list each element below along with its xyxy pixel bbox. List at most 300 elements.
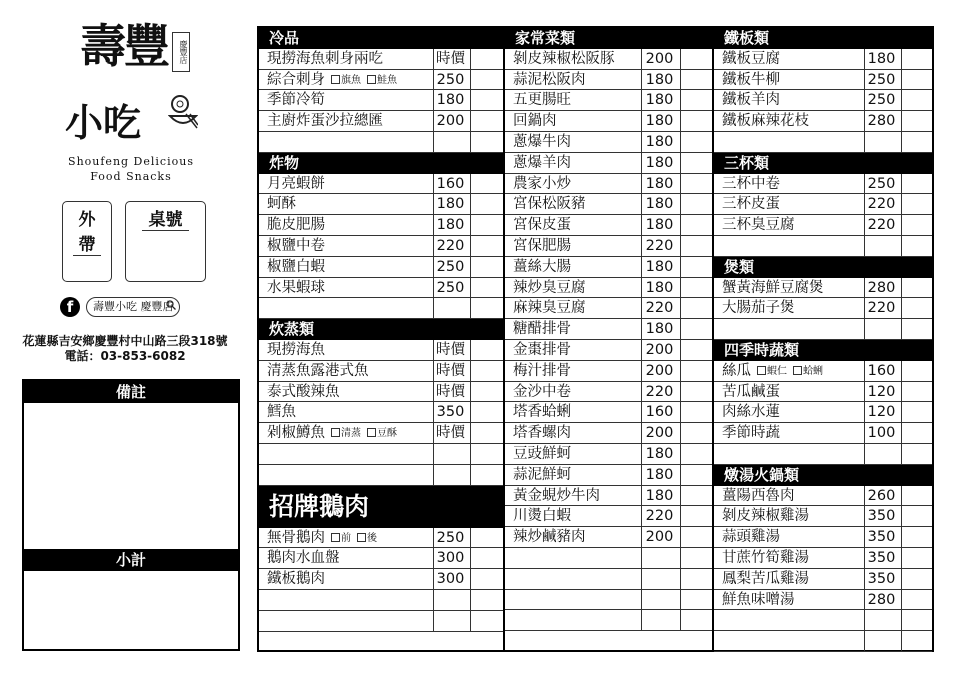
menu-item-name: 三杯中卷 — [722, 175, 780, 192]
option-checkbox[interactable] — [757, 362, 787, 382]
quantity-cell[interactable] — [470, 423, 503, 443]
option-checkbox[interactable] — [367, 71, 397, 91]
quantity-cell[interactable] — [470, 278, 503, 298]
search-icon — [166, 300, 176, 310]
menu-item-name: 蚵酥 — [267, 196, 296, 213]
menu-item-price: 200 — [641, 340, 677, 360]
menu-item-row[interactable] — [714, 298, 932, 319]
menu-item-name: 剝皮辣椒雞湯 — [722, 508, 809, 525]
checkbox-icon[interactable] — [331, 428, 340, 437]
quantity-cell[interactable] — [680, 361, 712, 381]
quantity-cell[interactable] — [470, 174, 503, 194]
quantity-cell[interactable] — [470, 611, 503, 631]
quantity-cell[interactable] — [901, 423, 932, 443]
menu-item-price: 180 — [433, 194, 467, 214]
menu-item-row[interactable] — [714, 444, 932, 465]
quantity-cell[interactable] — [680, 423, 712, 443]
quantity-cell[interactable] — [901, 444, 932, 464]
quantity-cell[interactable] — [901, 402, 932, 422]
checkbox-icon[interactable] — [331, 75, 340, 84]
menu-item-row[interactable] — [505, 319, 712, 340]
menu-item-row[interactable] — [505, 382, 712, 403]
option-checkbox[interactable] — [793, 362, 823, 382]
menu-item-row[interactable] — [259, 402, 503, 423]
quantity-cell[interactable] — [470, 361, 503, 381]
checkbox-icon[interactable] — [757, 366, 766, 375]
menu-item-row[interactable] — [505, 257, 712, 278]
quantity-cell[interactable] — [470, 236, 503, 256]
section-header: 三杯類 — [714, 153, 932, 174]
menu-item-name: 黃金蜆炒牛肉 — [513, 487, 600, 504]
menu-item-row[interactable] — [714, 423, 932, 444]
facebook-page-name: 壽豐小吃 慶豐店 — [93, 300, 174, 313]
option-checkbox[interactable] — [331, 71, 361, 91]
menu-item-row[interactable] — [259, 361, 503, 382]
menu-item-name: 鮮魚味噌湯 — [722, 591, 795, 608]
quantity-cell[interactable] — [680, 340, 712, 360]
quantity-cell[interactable] — [680, 319, 712, 339]
menu-item-row[interactable] — [714, 319, 932, 340]
quantity-cell[interactable] — [901, 319, 932, 339]
menu-item-row[interactable] — [714, 610, 932, 631]
menu-item-price: 220 — [864, 194, 898, 214]
menu-item-price: 100 — [864, 423, 898, 443]
menu-item-row[interactable] — [259, 611, 503, 632]
menu-item-name: 三杯皮蛋 — [722, 196, 780, 213]
menu-item-price — [433, 590, 467, 610]
takeout-label: 外帶 — [73, 205, 102, 256]
quantity-cell[interactable] — [901, 215, 932, 235]
column-divider — [712, 28, 714, 650]
menu-item-name: 大腸茄子煲 — [722, 300, 795, 317]
menu-item-row[interactable] — [505, 486, 712, 507]
brand-english-line1: Shoufeng Delicious — [68, 155, 194, 168]
menu-item-name: 回鍋肉 — [513, 113, 557, 130]
quantity-cell[interactable] — [470, 215, 503, 235]
quantity-cell[interactable] — [470, 465, 503, 485]
menu-item-name: 季節冷筍 — [267, 92, 325, 109]
menu-item-price: 250 — [433, 528, 467, 548]
menu-item-row[interactable] — [505, 111, 712, 132]
menu-item-name: 甘蔗竹筍雞湯 — [722, 550, 809, 566]
brand-english — [66, 154, 196, 184]
quantity-cell[interactable] — [901, 132, 932, 152]
menu-item-row[interactable] — [505, 298, 712, 319]
left-panel — [0, 0, 250, 679]
menu-item-price: 220 — [641, 236, 677, 256]
quantity-cell[interactable] — [470, 111, 503, 131]
menu-item-row[interactable] — [259, 132, 503, 153]
menu-item-price: 180 — [864, 49, 898, 69]
menu-item-price: 200 — [641, 361, 677, 381]
menu-item-price: 280 — [864, 111, 898, 131]
quantity-cell[interactable] — [470, 548, 503, 568]
menu-item-row[interactable] — [505, 548, 712, 569]
menu-item-name: 川燙白蝦 — [513, 508, 571, 525]
menu-item-price: 時價 — [433, 340, 467, 360]
menu-item-price — [433, 298, 467, 318]
quantity-cell[interactable] — [680, 382, 712, 402]
menu-item-name: 薑絲大腸 — [513, 258, 571, 275]
quantity-cell[interactable] — [680, 153, 712, 173]
quantity-cell[interactable] — [901, 610, 932, 630]
section-header: 招牌鵝肉 — [259, 486, 503, 528]
option-label: 蝦仁 — [767, 365, 787, 377]
quantity-cell[interactable] — [680, 194, 712, 214]
menu-item-row[interactable] — [259, 590, 503, 611]
menu-item-row[interactable] — [505, 49, 712, 70]
quantity-cell[interactable] — [901, 90, 932, 110]
quantity-cell[interactable] — [470, 70, 503, 90]
menu-item-row[interactable] — [505, 194, 712, 215]
menu-item-row[interactable] — [259, 111, 503, 132]
menu-item-price: 300 — [433, 569, 467, 589]
quantity-cell[interactable] — [680, 444, 712, 464]
menu-item-row[interactable] — [714, 215, 932, 236]
menu-item-price: 250 — [433, 257, 467, 277]
menu-item-row[interactable] — [259, 236, 503, 257]
menu-item-row[interactable] — [259, 465, 503, 486]
quantity-cell[interactable] — [680, 215, 712, 235]
quantity-cell[interactable] — [901, 382, 932, 402]
menu-item-price: 180 — [641, 319, 677, 339]
quantity-cell[interactable] — [680, 70, 712, 90]
quantity-cell[interactable] — [470, 132, 503, 152]
menu-item-row[interactable] — [505, 278, 712, 299]
menu-item-row[interactable] — [714, 486, 932, 507]
menu-item-row[interactable] — [505, 569, 712, 590]
menu-item-price: 280 — [864, 278, 898, 298]
quantity-cell[interactable] — [680, 298, 712, 318]
menu-item-price — [864, 444, 898, 464]
notes-box[interactable] — [22, 379, 240, 651]
menu-item-price: 180 — [641, 111, 677, 131]
quantity-cell[interactable] — [901, 590, 932, 610]
menu-item-row[interactable] — [505, 361, 712, 382]
quantity-cell[interactable] — [901, 298, 932, 318]
menu-item-name: 鐵板鵝肉 — [267, 571, 325, 588]
quantity-cell[interactable] — [680, 111, 712, 131]
menu-item-name: 綜合刺身 旗魚 鮭魚 — [267, 70, 397, 91]
option-label: 豆酥 — [377, 428, 397, 440]
column-divider — [503, 28, 505, 650]
menu-item-row[interactable] — [505, 423, 712, 444]
menu-item-name: 泰式酸辣魚 — [267, 383, 340, 400]
menu-item-row[interactable] — [259, 257, 503, 278]
menu-item-price — [641, 590, 677, 610]
menu-item-row[interactable] — [714, 111, 932, 132]
option-label: 旗魚 — [341, 74, 361, 86]
menu-item-row[interactable] — [505, 215, 712, 236]
menu-item-name: 蔥爆羊肉 — [513, 154, 571, 171]
menu-item-name: 月亮蝦餅 — [267, 175, 325, 192]
quantity-cell[interactable] — [680, 49, 712, 69]
quantity-cell[interactable] — [680, 174, 712, 194]
option-checkbox[interactable] — [367, 424, 397, 444]
menu-item-row[interactable] — [714, 402, 932, 423]
quantity-cell[interactable] — [680, 402, 712, 422]
quantity-cell[interactable] — [680, 527, 712, 547]
menu-item-name: 清蒸魚露港式魚 — [267, 362, 369, 379]
quantity-cell[interactable] — [680, 486, 712, 506]
menu-item-price — [641, 610, 677, 630]
menu-item-price: 220 — [641, 506, 677, 526]
quantity-cell[interactable] — [470, 569, 503, 589]
menu-item-price — [864, 132, 898, 152]
section-header: 炸物 — [259, 153, 503, 174]
menu-item-price: 300 — [433, 548, 467, 568]
menu-item-row[interactable] — [714, 382, 932, 403]
menu-item-price — [433, 465, 467, 485]
option-checkbox[interactable] — [331, 529, 351, 549]
menu-item-price: 250 — [864, 90, 898, 110]
menu-item-price: 180 — [433, 215, 467, 235]
quantity-cell[interactable] — [470, 340, 503, 360]
menu-item-row[interactable] — [259, 298, 503, 319]
menu-item-row[interactable] — [505, 90, 712, 111]
menu-item-price: 180 — [641, 215, 677, 235]
menu-item-row[interactable] — [505, 153, 712, 174]
checkbox-icon[interactable] — [367, 75, 376, 84]
quantity-cell[interactable] — [901, 70, 932, 90]
quantity-cell[interactable] — [901, 49, 932, 69]
menu-item-name: 辣炒鹹豬肉 — [513, 529, 586, 546]
menu-item-name: 蟹黃海鮮豆腐煲 — [722, 279, 824, 296]
menu-item-price: 350 — [864, 548, 898, 568]
menu-item-row[interactable] — [259, 340, 503, 361]
quantity-cell[interactable] — [680, 610, 712, 630]
menu-item-name: 農家小炒 — [513, 175, 571, 192]
menu-item-price: 260 — [864, 486, 898, 506]
quantity-cell[interactable] — [901, 194, 932, 214]
menu-item-row[interactable] — [714, 506, 932, 527]
option-label: 清蒸 — [341, 428, 361, 440]
quantity-cell[interactable] — [470, 590, 503, 610]
menu-item-price: 200 — [641, 527, 677, 547]
quantity-cell[interactable] — [901, 506, 932, 526]
menu-item-row[interactable] — [714, 174, 932, 195]
quantity-cell[interactable] — [470, 90, 503, 110]
menu-item-row[interactable] — [259, 278, 503, 299]
menu-item-row[interactable] — [714, 132, 932, 153]
quantity-cell[interactable] — [901, 527, 932, 547]
menu-item-row[interactable] — [259, 194, 503, 215]
menu-column — [259, 28, 503, 650]
menu-item-name: 水果蝦球 — [267, 279, 325, 296]
quantity-cell[interactable] — [470, 49, 503, 69]
quantity-cell[interactable] — [901, 361, 932, 381]
menu-item-price: 160 — [433, 174, 467, 194]
menu-item-price: 250 — [433, 278, 467, 298]
quantity-cell[interactable] — [901, 631, 932, 651]
menu-item-row[interactable] — [505, 236, 712, 257]
menu-item-price: 200 — [641, 423, 677, 443]
checkbox-icon[interactable] — [331, 533, 340, 542]
menu-item-price: 280 — [864, 590, 898, 610]
menu-item-name: 主廚炸蛋沙拉總匯 — [267, 113, 383, 130]
menu-item-row[interactable] — [505, 340, 712, 361]
menu-item-price: 250 — [864, 174, 898, 194]
menu-item-name: 肉絲水蓮 — [722, 404, 780, 421]
menu-item-name: 宮保松阪豬 — [513, 196, 586, 213]
menu-item-price: 250 — [864, 70, 898, 90]
menu-item-row[interactable] — [714, 569, 932, 590]
menu-item-row[interactable] — [714, 70, 932, 91]
checkbox-icon[interactable] — [793, 366, 802, 375]
menu-item-price: 180 — [641, 70, 677, 90]
menu-item-row[interactable] — [505, 70, 712, 91]
menu-item-price: 160 — [641, 402, 677, 422]
quantity-cell[interactable] — [470, 298, 503, 318]
menu-item-name: 塔香螺肉 — [513, 425, 571, 442]
menu-item-price: 200 — [433, 111, 467, 131]
quantity-cell[interactable] — [901, 236, 932, 256]
menu-item-name: 宮保皮蛋 — [513, 217, 571, 234]
quantity-cell[interactable] — [680, 132, 712, 152]
menu-item-name: 五更腸旺 — [513, 92, 571, 109]
menu-item-name: 三杯臭豆腐 — [722, 217, 795, 234]
menu-item-name: 鐵板牛柳 — [722, 71, 780, 88]
menu-item-row[interactable] — [505, 590, 712, 611]
menu-item-price: 220 — [864, 298, 898, 318]
menu-item-row[interactable] — [259, 215, 503, 236]
quantity-cell[interactable] — [680, 257, 712, 277]
quantity-cell[interactable] — [470, 402, 503, 422]
menu-item-row[interactable] — [505, 402, 712, 423]
menu-item-price: 120 — [864, 382, 898, 402]
table-number-box[interactable] — [125, 201, 206, 282]
menu-item-row[interactable] — [714, 236, 932, 257]
menu-item-row[interactable] — [714, 631, 932, 652]
menu-item-price — [641, 548, 677, 568]
menu-item-price: 220 — [864, 215, 898, 235]
quantity-cell[interactable] — [680, 569, 712, 589]
menu-item-row[interactable] — [259, 174, 503, 195]
menu-item-name: 塔香蛤蜊 — [513, 404, 571, 421]
facebook-icon: f — [60, 297, 80, 317]
quantity-cell[interactable] — [901, 548, 932, 568]
menu-item-row[interactable] — [259, 90, 503, 111]
menu-item-row[interactable] — [259, 548, 503, 569]
brand-name-line2: 小吃 — [65, 100, 142, 145]
quantity-cell[interactable] — [901, 174, 932, 194]
menu-item-price: 180 — [641, 90, 677, 110]
menu-item-name: 辣炒臭豆腐 — [513, 279, 586, 296]
menu-item-row[interactable] — [714, 590, 932, 611]
checkbox-icon[interactable] — [367, 428, 376, 437]
menu-item-price: 200 — [641, 49, 677, 69]
quantity-cell[interactable] — [470, 194, 503, 214]
menu-item-row[interactable] — [259, 444, 503, 465]
menu-item-name: 鵝肉水血盤 — [267, 550, 340, 567]
facebook-search — [60, 296, 180, 318]
menu-item-name: 蒜泥鮮蚵 — [513, 466, 571, 483]
menu-item-name: 糖醋排骨 — [513, 321, 571, 338]
menu-item-row[interactable] — [505, 527, 712, 548]
menu-item-price: 180 — [641, 444, 677, 464]
menu-item-row[interactable] — [714, 361, 932, 382]
menu-item-row[interactable] — [505, 506, 712, 527]
menu-item-row[interactable] — [505, 444, 712, 465]
menu-item-price: 時價 — [433, 423, 467, 443]
menu-item-row[interactable] — [714, 194, 932, 215]
menu-item-price: 180 — [641, 465, 677, 485]
menu-item-row[interactable] — [259, 569, 503, 590]
menu-item-row[interactable] — [505, 174, 712, 195]
quantity-cell[interactable] — [901, 111, 932, 131]
quantity-cell[interactable] — [470, 257, 503, 277]
menu-item-row[interactable] — [714, 90, 932, 111]
notes-label: 備註 — [24, 381, 238, 403]
quantity-cell[interactable] — [680, 590, 712, 610]
quantity-cell[interactable] — [680, 278, 712, 298]
menu-item-price — [641, 569, 677, 589]
menu-item-price: 180 — [641, 132, 677, 152]
option-checkbox[interactable] — [331, 424, 361, 444]
option-label: 後 — [367, 532, 377, 544]
menu-item-price: 350 — [864, 569, 898, 589]
phone: 電話：03-853-6082 — [64, 349, 186, 363]
option-checkbox[interactable] — [357, 529, 377, 549]
menu-item-row[interactable] — [259, 70, 503, 91]
menu-item-price: 220 — [641, 298, 677, 318]
menu-item-row[interactable] — [714, 548, 932, 569]
menu-item-row[interactable] — [259, 423, 503, 444]
brand-logo — [60, 12, 210, 187]
brand-stamp: 慶豐店 — [172, 32, 190, 72]
menu-item-name: 蒜頭雞湯 — [722, 529, 780, 546]
menu-item-row[interactable] — [259, 49, 503, 70]
menu-item-name: 鱈魚 — [267, 404, 296, 421]
menu-item-row[interactable] — [505, 610, 712, 631]
quantity-cell[interactable] — [901, 278, 932, 298]
takeout-box[interactable] — [62, 201, 112, 282]
facebook-search-field — [86, 297, 180, 317]
menu-item-row[interactable] — [714, 527, 932, 548]
menu-item-row[interactable] — [714, 278, 932, 299]
quantity-cell[interactable] — [901, 569, 932, 589]
quantity-cell[interactable] — [901, 486, 932, 506]
menu-item-row[interactable] — [505, 132, 712, 153]
menu-item-name: 金棗排骨 — [513, 342, 571, 358]
quantity-cell[interactable] — [470, 444, 503, 464]
menu-item-price: 180 — [433, 90, 467, 110]
menu-item-row[interactable] — [259, 382, 503, 403]
quantity-cell[interactable] — [680, 236, 712, 256]
menu-item-price: 時價 — [433, 49, 467, 69]
quantity-cell[interactable] — [680, 548, 712, 568]
menu-item-price: 350 — [864, 527, 898, 547]
menu-item-name: 椒鹽白蝦 — [267, 258, 325, 275]
quantity-cell[interactable] — [680, 465, 712, 485]
bowl-icon — [168, 94, 198, 132]
checkbox-icon[interactable] — [357, 533, 366, 542]
option-label: 蛤蜊 — [803, 365, 823, 377]
menu-item-name: 麻辣臭豆腐 — [513, 300, 586, 317]
menu-item-price — [433, 132, 467, 152]
menu-column — [714, 28, 932, 650]
quantity-cell[interactable] — [470, 382, 503, 402]
quantity-cell[interactable] — [680, 506, 712, 526]
menu-item-row[interactable] — [505, 465, 712, 486]
menu-item-row[interactable] — [714, 49, 932, 70]
menu-item-row[interactable] — [259, 528, 503, 549]
menu-item-name: 宮保肥腸 — [513, 238, 571, 254]
menu-item-name: 絲瓜 蝦仁 蛤蜊 — [722, 361, 823, 382]
quantity-cell[interactable] — [680, 90, 712, 110]
quantity-cell[interactable] — [470, 528, 503, 548]
section-header: 鐵板類 — [714, 28, 932, 49]
